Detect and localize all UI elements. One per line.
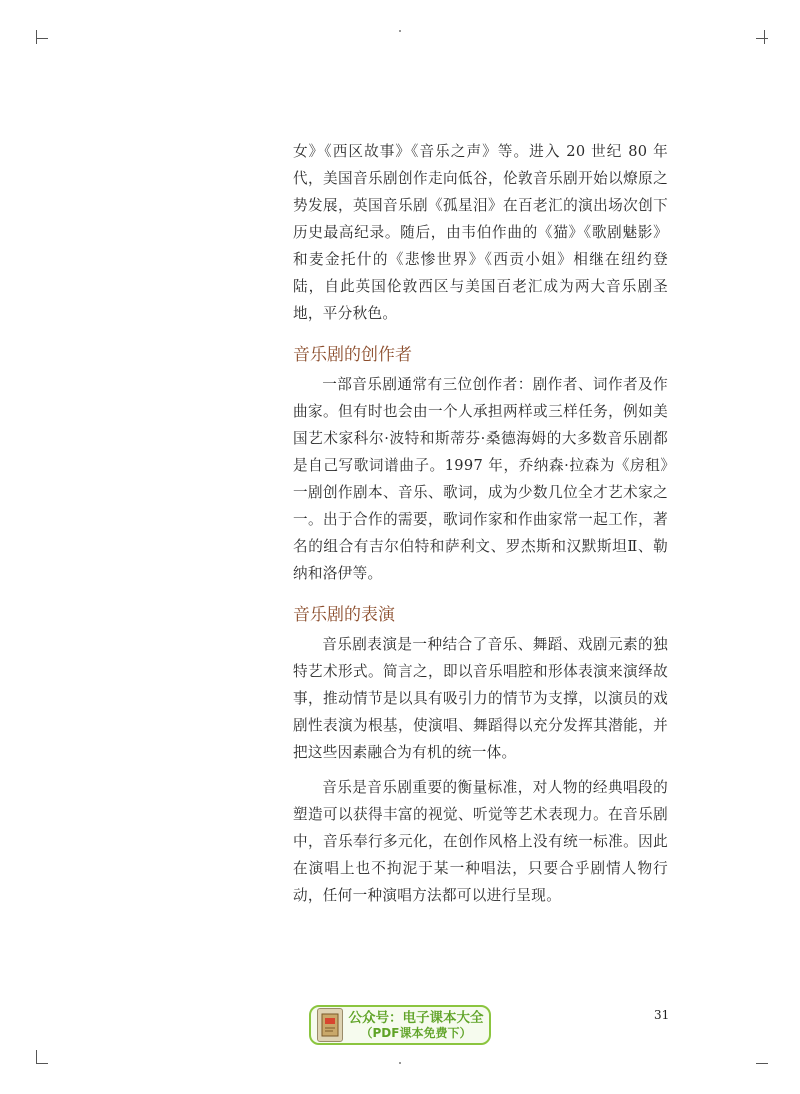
crop-mark-top-left	[36, 30, 37, 44]
center-mark-top	[399, 30, 401, 32]
crop-mark-bottom-left-horizontal	[36, 1063, 48, 1064]
page-number: 31	[654, 1008, 670, 1022]
creators-paragraph: 一部音乐剧通常有三位创作者：剧作者、词作者及作曲家。但有时也会由一个人承担两样或三样任务，例如美国艺术家科尔·波特和斯蒂芬·桑德海姆的大多数音乐剧都是自己写歌词谱曲子。1997 年，乔纳森·拉森为《房租》一剧创作剧本、音乐、歌词，成为少数几位全才艺术家之一。出于合作的需要，歌词作家和作曲家常一起工作，著名的组合有吉尔伯特和萨利文、罗杰斯和汉默斯坦Ⅱ、勒纳和洛伊等。	[293, 376, 668, 582]
crop-mark-bottom-right	[756, 1063, 768, 1064]
performance-paragraph-1: 音乐剧表演是一种结合了音乐、舞蹈、戏剧元素的独特艺术形式。简言之，即以音乐唱腔和形体表演来演绎故事，推动情节是以具有吸引力的情节为支撑，以演员的戏剧性表演为根基，使演唱、舞蹈得以充分发挥其潜能，并把这些因素融合为有机的统一体。	[293, 636, 668, 761]
section-heading-creators: 音乐剧的创作者	[293, 345, 412, 365]
watermark-line-1: 公众号：电子课本大全	[348, 1009, 484, 1026]
center-mark-bottom	[399, 1062, 401, 1064]
section-heading-performance: 音乐剧的表演	[293, 605, 395, 625]
crop-mark-top-right	[764, 30, 765, 44]
crop-mark-top-right-horizontal	[756, 38, 768, 39]
page-body	[293, 138, 668, 909]
crop-mark-top-left-horizontal	[36, 38, 48, 39]
crop-mark-bottom-left	[36, 1050, 37, 1064]
watermark-badge	[309, 1005, 491, 1045]
watermark-line-2: （PDF课本免费下）	[360, 1025, 472, 1040]
book-icon	[317, 1008, 343, 1042]
intro-paragraph: 女》《西区故事》《音乐之声》等。进入 20 世纪 80 年代，美国音乐剧创作走向低谷，伦敦音乐剧开始以燎原之势发展，英国音乐剧《孤星泪》在百老汇的演出场次创下历史最高纪录。随后，由韦伯作曲的《猫》《歌剧魅影》和麦金托什的《悲惨世界》《西贡小姐》相继在纽约登陆，自此英国伦敦西区与美国百老汇成为两大音乐剧圣地，平分秋色。	[293, 143, 668, 322]
performance-paragraph-2: 音乐是音乐剧重要的衡量标准，对人物的经典唱段的塑造可以获得丰富的视觉、听觉等艺术表现力。在音乐剧中，音乐奉行多元化，在创作风格上没有统一标准。因此在演唱上也不拘泥于某一种唱法，只要合乎剧情人物行动，任何一种演唱方法都可以进行呈现。	[293, 779, 668, 904]
